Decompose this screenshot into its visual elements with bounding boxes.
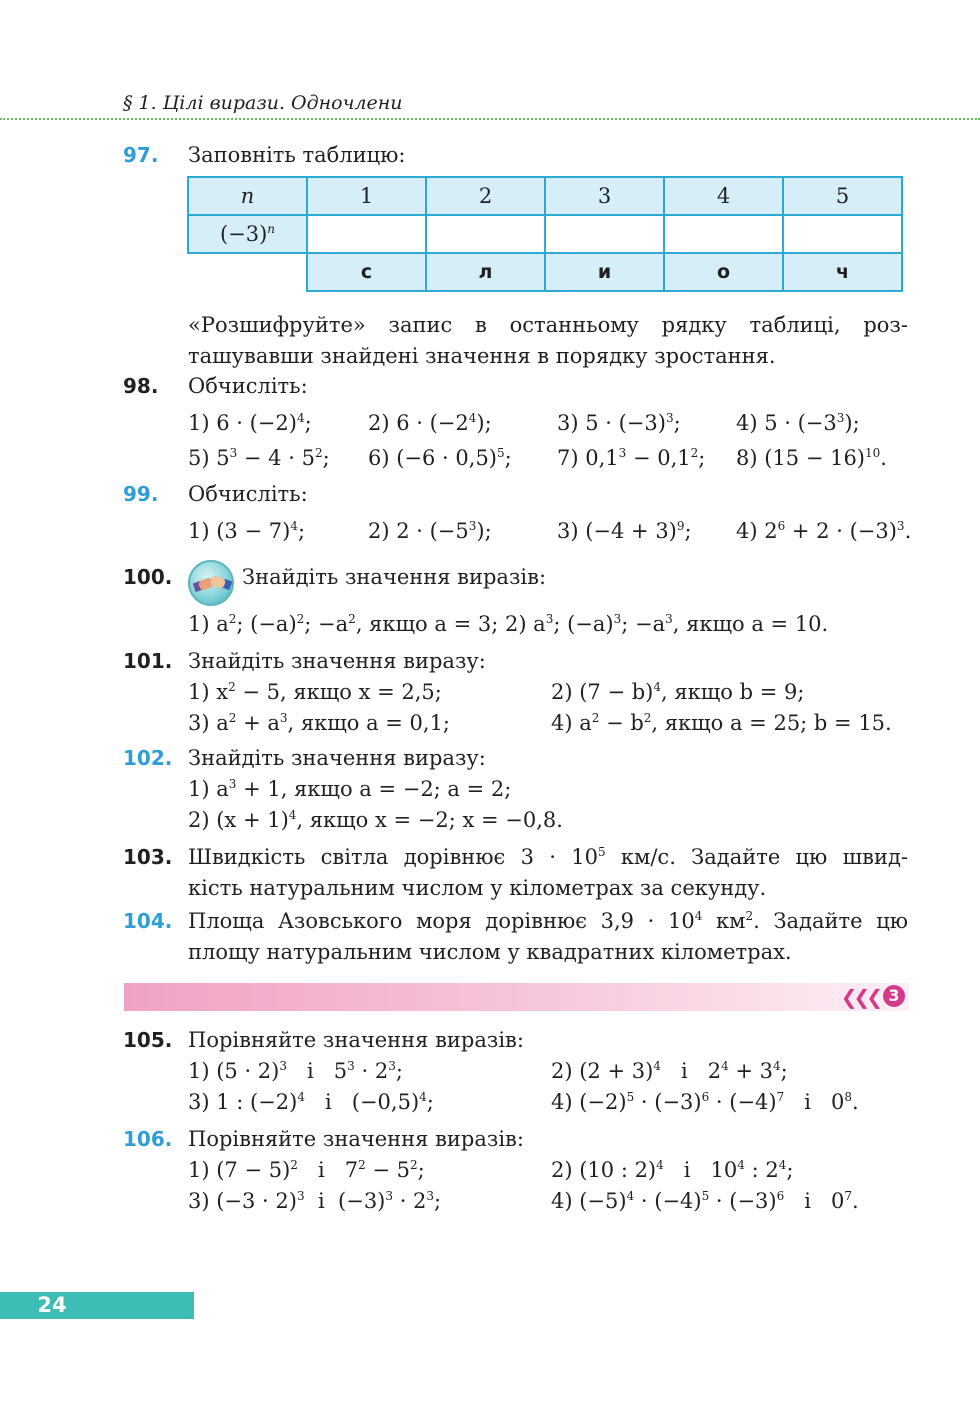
paragraph-line: Швидкість світла дорівнює $3 \cdot 10^5$ км/с. Задайте цю швид- [188,845,908,869]
header-divider [0,118,980,120]
table-cell: с [307,253,426,291]
exercise-item: 2) $(x + 1)^4$, якщо x = −2; x = −0,8. [188,808,563,832]
exercise-item: 1) $(7 - 5)^2$ і $7^2 - 5^2$; [188,1158,425,1182]
problem-number: 103. [123,845,173,869]
paragraph-line: «Розшифруйте» запис в останньому рядку таблиці, роз- [188,313,908,337]
exercise-item: 2) $2 \cdot (-5^3)$; [368,519,492,543]
problem-number: 102. [123,746,173,770]
powers-table [187,176,903,292]
problem-number: 98. [123,374,159,398]
table-cell-empty [426,215,545,253]
exercise-item: 7) $0,1^3 - 0,1^2$; [557,446,706,470]
exercise-item: 4) $2^6 + 2 \cdot (-3)^3$. [736,519,912,543]
problem-number: 101. [123,649,173,673]
table-cell-empty [664,215,783,253]
table-cell: о [664,253,783,291]
exercise-item: 6) $(-6 \cdot 0,5)^5$; [368,446,512,470]
section-header: § 1. Цілі вирази. Одночлени [123,92,403,114]
table-corner [188,253,307,291]
table-row [188,177,902,215]
exercise-item: 1) $a^3 + 1$, якщо a = −2; a = 2; [188,777,512,801]
exercise-item: 1) $x^2 - 5$, якщо x = 2,5; [188,680,442,704]
exercise-item: 2) $6 \cdot (-2^4)$; [368,411,492,435]
exercise-line: 1) $a^2$; $(-a)^2$; $-a^2$, якщо a = 3; 2) $a^3$; $(-a)^3$; $-a^3$, якщо a = 10. [188,612,829,636]
exercise-item: 3) 1 : $(-2)^4$ і $(-0,5)^4$; [188,1090,434,1114]
exercise-item: 3) $(-3 \cdot 2)^3$ і $(-3)^3 \cdot 2^3$; [188,1189,442,1213]
problem-number: 97. [123,143,159,167]
problem-number: 100. [123,565,173,589]
exercise-item: 2) $(2 + 3)^4$ і $2^4 + 3^4$; [551,1059,788,1083]
table-cell-empty [545,215,664,253]
difficulty-level-bar [124,983,909,1011]
exercise-item: 3) $(-4 + 3)^9$; [557,519,692,543]
table-cell: л [426,253,545,291]
exercise-item: 3) $5 \cdot (-3)^3$; [557,411,681,435]
paragraph-line: ташувавши знайдені значення в порядку зростання. [188,344,776,368]
exercise-item: 4) $(-2)^5 \cdot (-3)^6 \cdot (-4)^7$ і $0^8$. [551,1090,859,1114]
table-row [188,253,902,291]
paragraph-line: площу натуральним числом у квадратних кілометрах. [188,940,792,964]
problem-number: 99. [123,482,159,506]
table-cell: ч [783,253,902,291]
level-badge: 3 [883,985,905,1007]
exercise-item: 2) $(7 - b)^4$, якщо b = 9; [551,680,805,704]
problem-title: Порівняйте значення виразів: [188,1127,524,1151]
pair-work-icon [188,560,234,606]
exercise-item: 4) $(-5)^4 \cdot (-4)^5 \cdot (-3)^6$ і $0^7$. [551,1189,859,1213]
table-cell: 4 [664,177,783,215]
problem-number: 106. [123,1127,173,1151]
exercise-item: 8) $(15 - 16)^{10}$. [736,446,887,470]
exercise-item: 5) $5^3 - 4 \cdot 5^2$; [188,446,330,470]
table-header-cell: n [188,177,307,215]
exercise-item: 4) $5 \cdot (-3^3)$; [736,411,860,435]
problem-number: 104. [123,909,173,933]
exercise-item: 1) $(3 - 7)^4$; [188,519,306,543]
page-number: 24 [37,1293,67,1317]
table-cell: 5 [783,177,902,215]
problem-title: Знайдіть значення виразу: [188,649,486,673]
table-header-cell: $(-3)^n$ [188,215,307,253]
table-cell: и [545,253,664,291]
exercise-item: 2) (10 : 2)$^4$ і $10^4$ : $2^4$; [551,1158,794,1182]
paragraph-line: кість натуральним числом у кілометрах за секунду. [188,876,767,900]
table-cell-empty [783,215,902,253]
table-row [188,215,902,253]
chevron-left-icon: ❮❮❮ [840,985,879,1009]
problem-title: Обчисліть: [188,482,308,506]
problem-title: Заповніть таблицю: [188,143,406,167]
problem-title: Порівняйте значення виразів: [188,1028,524,1052]
exercise-item: 1) $6 \cdot (-2)^4$; [188,411,312,435]
problem-number: 105. [123,1028,173,1052]
problem-title: Обчисліть: [188,374,308,398]
exercise-item: 1) $(5 \cdot 2)^3$ і $5^3 \cdot 2^3$; [188,1059,403,1083]
table-cell: 3 [545,177,664,215]
table-cell: 1 [307,177,426,215]
problem-title: Знайдіть значення виразу: [188,746,486,770]
exercise-item: 3) $a^2 + a^3$, якщо a = 0,1; [188,711,451,735]
table-cell: 2 [426,177,545,215]
problem-title: Знайдіть значення виразів: [242,565,547,589]
exercise-item: 4) $a^2 - b^2$, якщо a = 25; b = 15. [551,711,892,735]
table-cell-empty [307,215,426,253]
paragraph-line: Площа Азовського моря дорівнює $3,9 \cdot 10^4$ $км^2$. Задайте цю [188,909,908,933]
